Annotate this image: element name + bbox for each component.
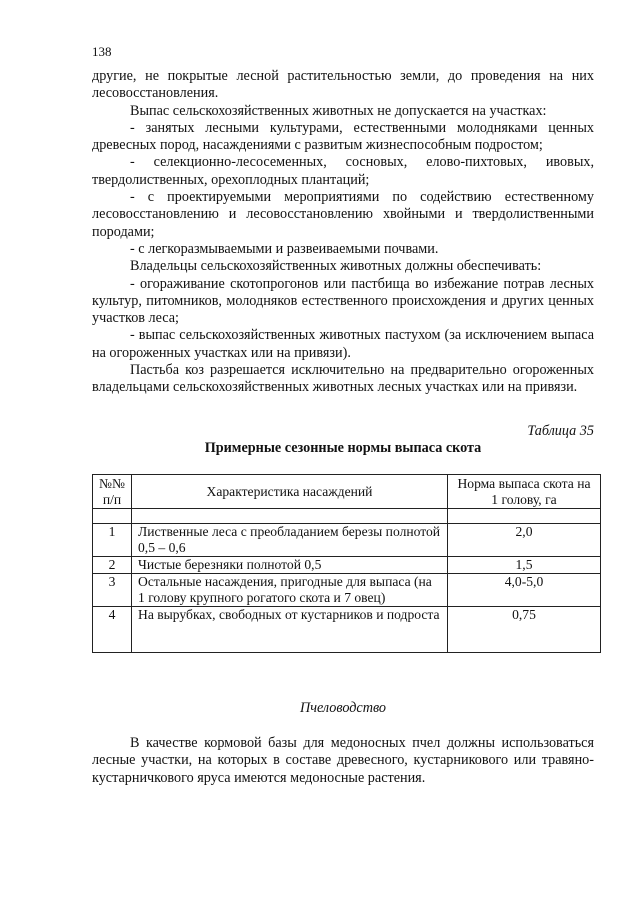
paragraph: - с проектируемыми мероприятиями по содействию естественному лесовосстановлению и лесовосстановлению хвойными и твердолиственными породами; bbox=[92, 189, 594, 240]
paragraph: - выпас сельскохозяйственных животных пастухом (за исключением выпаса на огороженных участках или на привязи). bbox=[92, 327, 594, 361]
header-norm: Норма выпаса скота на 1 голову, га bbox=[448, 475, 601, 509]
table-row bbox=[93, 574, 601, 607]
table-spacer-row bbox=[93, 509, 601, 524]
paragraph: - селекционно-лесосеменных, сосновых, елово-пихтовых, ивовых, твердолиственных, орехоплодных плантаций; bbox=[92, 154, 594, 188]
row-num: 4 bbox=[93, 607, 132, 653]
spacer-cell bbox=[448, 509, 601, 524]
table-row bbox=[93, 607, 601, 653]
paragraph: - с легкоразмываемыми и развеиваемыми почвами. bbox=[130, 240, 439, 257]
row-desc: На вырубках, свободных от кустарников и подроста bbox=[132, 607, 448, 653]
paragraph: - огораживание скотопрогонов или пастбища во избежание потрав лесных культур, питомников, молодняков естественного происхождения и других ценных участков леса; bbox=[92, 275, 594, 327]
spacer-cell bbox=[93, 509, 132, 524]
row-norm: 1,5 bbox=[448, 557, 601, 574]
page-number: 138 bbox=[92, 44, 112, 59]
table-header-row bbox=[93, 475, 601, 509]
grazing-norms-table bbox=[92, 474, 601, 653]
row-num: 3 bbox=[93, 574, 132, 607]
table-row bbox=[93, 557, 601, 574]
paragraph: Выпас сельскохозяйственных животных не допускается на участках: bbox=[130, 102, 547, 119]
paragraph: Владельцы сельскохозяйственных животных должны обеспечивать: bbox=[130, 258, 542, 275]
table-caption: Таблица 35 bbox=[527, 423, 594, 439]
row-num: 1 bbox=[93, 524, 132, 557]
row-num: 2 bbox=[93, 557, 132, 574]
paragraph: Пастьба коз разрешается исключительно на предварительно огороженных владельцами сельскохозяйственных животных лесных участках или на привязи. bbox=[92, 362, 594, 396]
paragraph: - занятых лесными культурами, естественными молодняками ценных древесных пород, насаждениями с развитым жизнеспособным подростом; bbox=[92, 119, 594, 154]
table-title: Примерные сезонные нормы выпаса скота bbox=[204, 440, 482, 456]
section-text: В качестве кормовой базы для медоносных пчел должны использоваться лесные участки, на которых в составе древесного, кустарникового или травяно-кустарничкового яруса имеются медоносные растения. bbox=[92, 735, 594, 786]
table-row bbox=[93, 524, 601, 557]
spacer-cell bbox=[132, 509, 448, 524]
body-text bbox=[92, 68, 594, 397]
section-heading: Пчеловодство bbox=[299, 700, 387, 716]
row-norm: 2,0 bbox=[448, 524, 601, 557]
header-num: №№ п/п bbox=[93, 475, 132, 509]
row-norm: 4,0-5,0 bbox=[448, 574, 601, 607]
paragraph: другие, не покрытые лесной растительностью земли, до проведения на них лесовосстановления. bbox=[92, 68, 594, 102]
row-desc: Остальные насаждения, пригодные для выпаса (на 1 голову крупного рогатого скота и 7 овец) bbox=[132, 574, 448, 607]
row-desc: Чистые березняки полнотой 0,5 bbox=[132, 557, 448, 574]
row-norm: 0,75 bbox=[448, 607, 601, 653]
row-desc: Лиственные леса с преобладанием березы полнотой 0,5 – 0,6 bbox=[132, 524, 448, 557]
header-desc: Характеристика насаждений bbox=[132, 475, 448, 509]
